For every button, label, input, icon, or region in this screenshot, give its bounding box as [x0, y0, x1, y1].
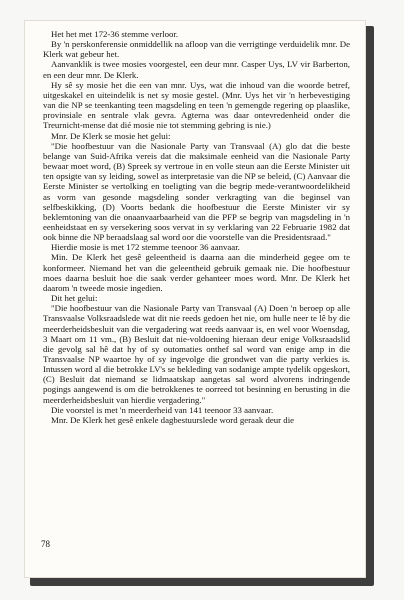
paragraph: Die voorstel is met 'n meerderheid van 141 teenoor 33 aanvaar.: [51, 404, 274, 415]
paragraph: Mnr. De Klerk se mosie het gelui:: [51, 130, 171, 141]
paragraph: Aanvanklik is twee mosies voorgestel, een deur mnr. Casper Uys, LV vir Barberton, en een deur mnr. De Klerk.: [43, 59, 350, 80]
paragraph: "Die hoofbestuur van die Nasionale Party van Transvaal (A) glo dat die beste belange van Suid-Afrika vereis dat die maksimale eenheid van die Nasionale Party bewaar moet word, (B) Spreek sy vertroue in en volle steun aan die Eerste Minister uit ten opsigte van sy leiding, sowel as interpretasie van die NP se beleid, (C) Aanvaar die Eerste Minister se vertolking en toeligting van die begrip mede-verantwoordelikheid as vorm van gesonde magsdeling sonder verkragting van die beginsel van selfbeskikking, (D) Voorts bedank die hoofbestuur die Eerste Minister vir sy beklemtoning van die onaanvaarbaarheid van die PFP se begrip van magsdeling in 'n eenheidstaat en sy versekering soos vervat in sy verklaring van 22 Februarie 1982 dat ook binne die NP beraadslaag sal word oor die voorstelle van die Presidentsraad.": [43, 140, 350, 243]
page-number: 78: [41, 539, 50, 549]
paragraph: "Die hoofbestuur van die Nasionale Party van Transvaal (A) Doen 'n beroep op alle Transvaalse Volksraadslede wat dit nie reeds gedoen het nie, om hulle neer te lê by die meerderheidsbesluit van die vergadering wat reeds aanvaar is, en wel voor Woensdag, 3 Maart om 11 vm., (B) Besluit dat nie-voldoening hieraan deur enige Volksraadslid die gevolg sal hê dat hy of sy outomaties onthef sal word van enige amp in die Transvaalse NP waartoe hy of sy ingevolge die grondwet van die party verkies is. Intussen word al die betrokke LV's se bekleding van sodanige ampte tydelik opgeskort, (C) Besluit dat niemand se lidmaatskap aangetas sal word alvorens indringende pogings aangewend is om die betrokkenes te oorreed tot besinning en berusting in die meerderheidsbesluit van hierdie vergadering.": [43, 303, 350, 405]
paragraph: Min. De Klerk het gesê geleentheid is daarna aan die minderheid gegee om te konformeer. Niemand het van die geleentheid gebruik gemaak nie. Die hoofbestuur moes daarna besluit hoe die saak verder gehanteer moes word. Mnr. De Klerk het daarom 'n tweede mosie ingedien.: [43, 252, 350, 293]
paragraph: Het het met 172-36 stemme verloor.: [51, 29, 179, 39]
paragraph: Hy sê sy mosie het die een van mnr. Uys, wat die inhoud van die woorde betref, uitgeskakel en uiteindelik is net sy mosie gestel. (Mnr. Uys het vir 'n herbevestiging van die NP se teenkanting teen magsdeling en teen 'n gemengde regering op plaaslike, provinsiale en sentrale vlak gevra. Agterna was daar ontevredenheid onder die Treurnicht-mense dat dié mosie nie tot stemming gebring is nie.): [43, 79, 350, 131]
page-body-text: [43, 29, 350, 425]
paragraph: Hierdie mosie is met 172 stemme teenoor 36 aanvaar.: [51, 242, 240, 253]
paragraph: Dit het gelui:: [51, 293, 98, 304]
paragraph: By 'n perskonferensie onmiddellik na afloop van die verrigtinge verduidelik mnr. De Klerk wat gebeur het.: [43, 39, 350, 60]
paragraph: Mnr. De Klerk het gesê enkele dagbestuurslede word geraak deur die: [51, 414, 295, 425]
book-page: [24, 20, 366, 578]
